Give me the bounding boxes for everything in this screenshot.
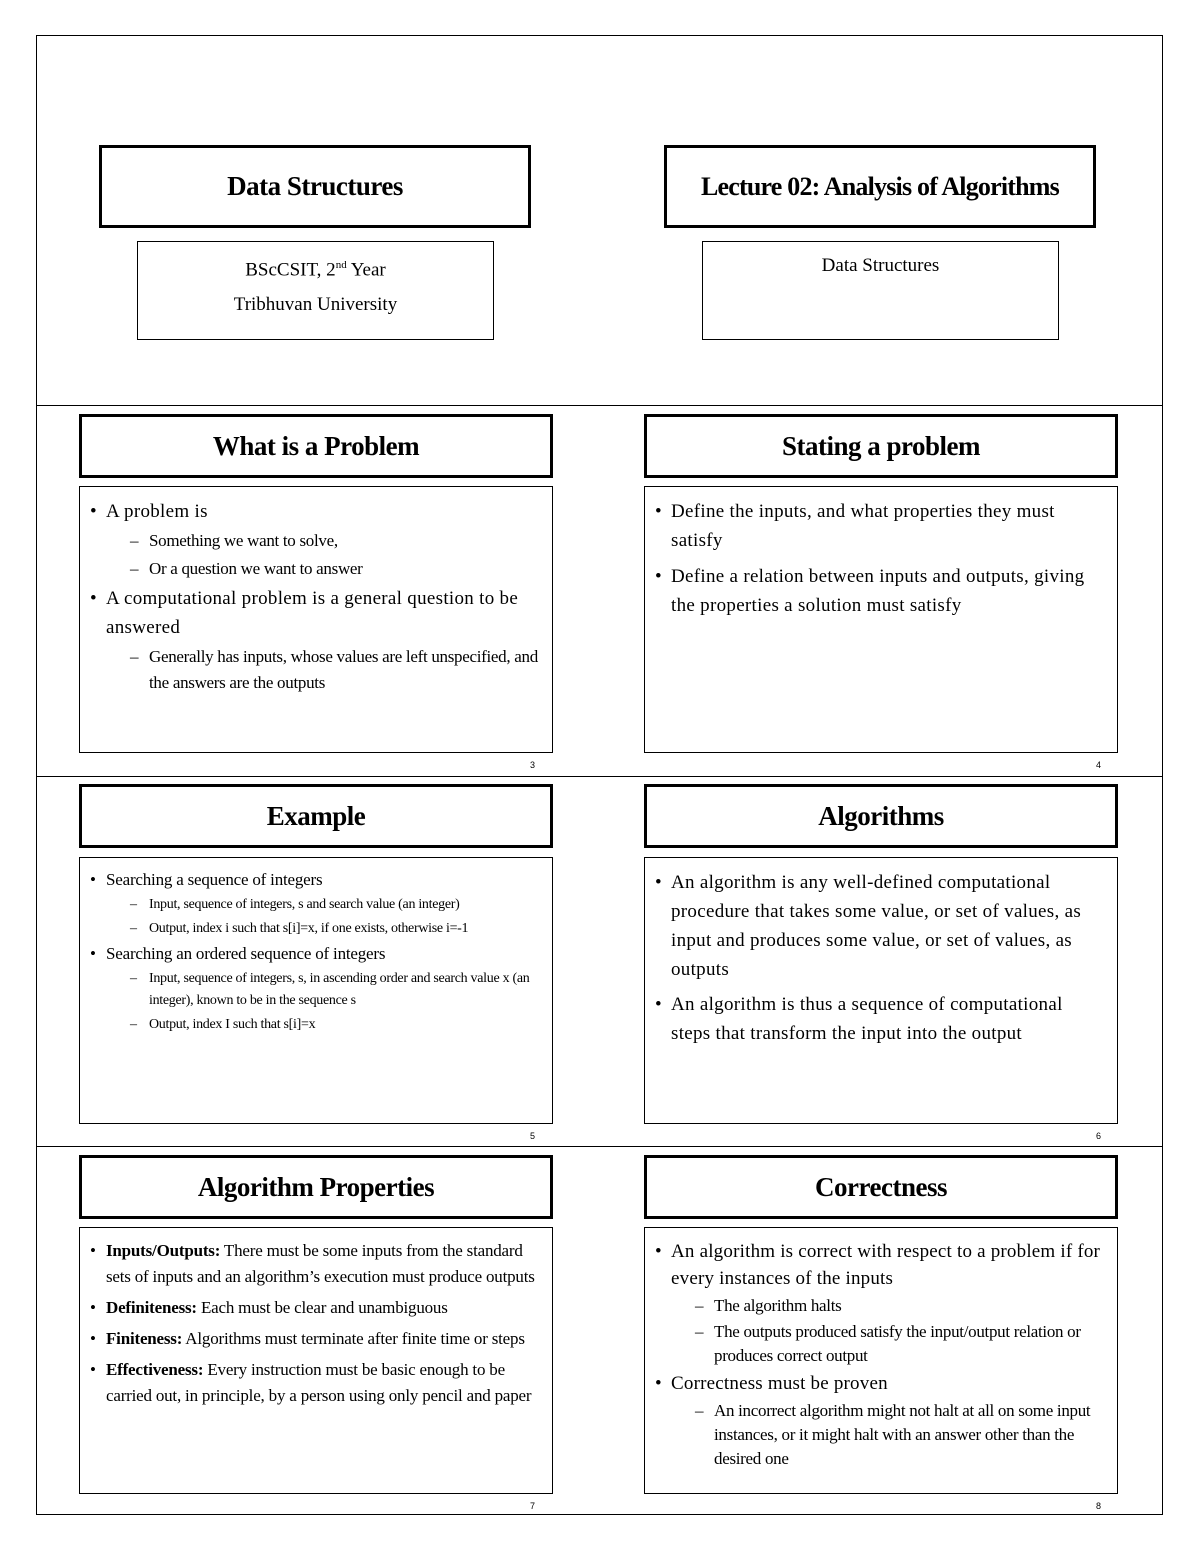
list-item: – The outputs produced satisfy the input/output relation or produces correct output <box>695 1320 1107 1368</box>
page-number: 3 <box>530 760 536 770</box>
list-item: – Something we want to solve, <box>130 528 542 554</box>
slide6-title-box <box>644 784 1118 848</box>
slide1-university: Tribhuvan University <box>233 294 398 316</box>
page-number: 4 <box>1096 760 1102 770</box>
list-item: • A computational problem is a general question to be answered – Generally has inputs, whose values are left unspecified, and the answers are the outputs <box>90 584 542 696</box>
slide3-content <box>79 486 553 753</box>
list-item: – Input, sequence of integers, s, in ascending order and search value x (an integer), known to be in the sequence s <box>130 968 542 1012</box>
slide2-title: Lecture 02: Analysis of Algorithms <box>701 171 1059 201</box>
page-number: 8 <box>1096 1501 1102 1511</box>
list-item: • An algorithm is any well-defined computational procedure that takes some value, or set of values, as input and produces some value, or set of values, as outputs <box>655 868 1107 984</box>
list-item: • Searching a sequence of integers – Input, sequence of integers, s and search value (an integer) – Output, index i such that s[i]=x, if one exists, otherwise i=-1 <box>90 868 542 940</box>
slide1-course-line: BScCSIT, 2nd Year <box>245 259 386 281</box>
page-number: 6 <box>1096 1131 1102 1141</box>
list-item: – Output, index I such that s[i]=x <box>130 1014 542 1036</box>
list-item: – The algorithm halts <box>695 1294 1107 1318</box>
list-item: • Effectiveness: Every instruction must be basic enough to be carried out, in principle, by a person using only pencil and paper <box>90 1357 542 1409</box>
list-item: • Finiteness: Algorithms must terminate after finite time or steps <box>90 1326 542 1352</box>
slide3-title-box <box>79 414 553 478</box>
list-item: – Input, sequence of integers, s and search value (an integer) <box>130 894 542 916</box>
slide5-title: Example <box>266 800 366 831</box>
slide4-title-box <box>644 414 1118 478</box>
page-number: 7 <box>530 1501 536 1511</box>
slide4-title: Stating a problem <box>781 430 981 461</box>
slide1-title: Data Structures <box>227 171 403 201</box>
slide3-title: What is a Problem <box>212 430 420 461</box>
row-divider <box>36 405 1163 406</box>
list-item: • Searching an ordered sequence of integers – Input, sequence of integers, s, in ascending order and search value x (an integer), known to be in the sequence s – Output, index I such that s[i]=x <box>90 942 542 1036</box>
slide2-title-box <box>664 145 1096 228</box>
list-item: • An algorithm is thus a sequence of computational steps that transform the input into the output <box>655 990 1107 1048</box>
slide2-subtitle: Data Structures <box>821 255 940 276</box>
list-item: • Correctness must be proven – An incorrect algorithm might not halt at all on some input instances, or it might halt with an answer other than the desired one <box>655 1370 1107 1471</box>
list-item: • Define the inputs, and what properties they must satisfy <box>655 497 1107 555</box>
slide8-content <box>644 1227 1118 1494</box>
list-item: • Define a relation between inputs and outputs, giving the properties a solution must satisfy <box>655 562 1107 620</box>
slide7-title: Algorithm Properties <box>197 1171 435 1202</box>
list-item: – An incorrect algorithm might not halt at all on some input instances, or it might halt with an answer other than the desired one <box>695 1399 1107 1471</box>
slide4-content <box>644 486 1118 753</box>
list-item: – Output, index i such that s[i]=x, if one exists, otherwise i=-1 <box>130 918 542 940</box>
slide8-title-box <box>644 1155 1118 1219</box>
slide6-content <box>644 857 1118 1124</box>
row-divider <box>36 776 1163 777</box>
slide1-subtitle-box <box>137 241 494 340</box>
slide2-subtitle-box <box>702 241 1059 340</box>
slide5-title-box <box>79 784 553 848</box>
list-item: • Definiteness: Each must be clear and unambiguous <box>90 1295 542 1321</box>
slide6-title: Algorithms <box>818 800 944 831</box>
slide7-title-box <box>79 1155 553 1219</box>
slide1-title-box <box>99 145 531 228</box>
row-divider <box>36 1146 1163 1147</box>
slide5-content <box>79 857 553 1124</box>
list-item: • A problem is – Something we want to solve, – Or a question we want to answer <box>90 497 542 582</box>
list-item: – Or a question we want to answer <box>130 556 542 582</box>
list-item: • An algorithm is correct with respect to a problem if for every instances of the inputs – The algorithm halts – The outputs produced satisfy the input/output relation or produces correct output <box>655 1238 1107 1368</box>
slide7-content <box>79 1227 553 1494</box>
list-item: – Generally has inputs, whose values are left unspecified, and the answers are the outputs <box>130 644 542 696</box>
page-number: 5 <box>530 1131 536 1141</box>
slide8-title: Correctness <box>815 1171 947 1202</box>
list-item: • Inputs/Outputs: There must be some inputs from the standard sets of inputs and an algorithm’s execution must produce outputs <box>90 1238 542 1290</box>
